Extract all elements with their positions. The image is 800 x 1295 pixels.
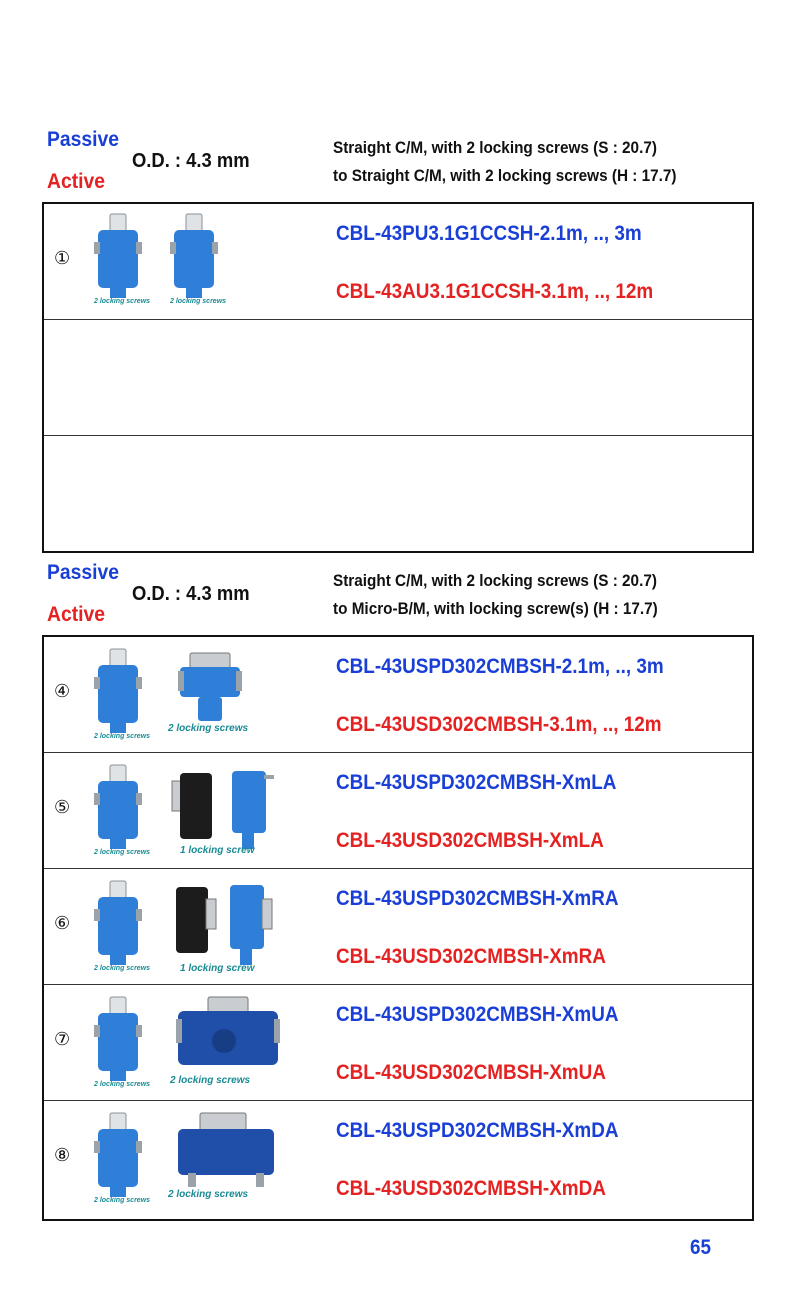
row-number: ⑥ [54,913,71,934]
table-row [44,637,752,753]
section2-header [0,561,800,631]
connector-images [94,1109,314,1209]
description-line-2: to Straight C/M, with 2 locking screws (H : 17.7) [333,166,677,185]
caption-right: 2 locking screws [170,298,227,305]
connector-images [94,993,314,1093]
passive-part-number: CBL-43USPD302CMBSH-XmLA [336,771,617,794]
caption-left: 2 locking screws [94,733,151,740]
connector-images [94,212,314,312]
passive-label: Passive [47,561,119,584]
cable-description [333,134,676,190]
active-part-number: CBL-43AU3.1G1CCSH-3.1m, .., 12m [336,280,654,303]
active-part-number: CBL-43USD302CMBSH-3.1m, .., 12m [336,713,662,736]
cable-table-1 [42,202,754,553]
caption-left: 2 locking screws [94,965,151,972]
caption-right: 2 locking screws [168,723,249,734]
connector-images [94,877,314,977]
caption-right: 2 locking screws [170,1075,251,1086]
cable-table-2 [42,635,754,1221]
section1-header [0,128,800,198]
active-label: Active [47,603,105,626]
page-number: 65 [690,1236,712,1259]
row-number: ⑦ [54,1029,71,1050]
description-line-1: Straight C/M, with 2 locking screws (S : 20.7) [333,138,657,157]
table-row [44,869,752,985]
active-part-number: CBL-43USD302CMBSH-XmUA [336,1061,606,1084]
row-number: ④ [54,681,71,702]
active-part-number: CBL-43USD302CMBSH-XmDA [336,1177,606,1200]
caption-right: 2 locking screws [168,1189,249,1200]
passive-part-number: CBL-43PU3.1G1CCSH-2.1m, .., 3m [336,222,642,245]
table-row [44,753,752,869]
active-part-number: CBL-43USD302CMBSH-XmLA [336,829,604,852]
caption-right: 1 locking screw [180,963,255,974]
caption-left: 2 locking screws [94,1081,151,1088]
passive-part-number: CBL-43USPD302CMBSH-XmUA [336,1003,619,1026]
od-label: O.D. : 4.3 mm [132,583,250,605]
connector-images [94,761,314,861]
row-number: ⑧ [54,1145,71,1166]
table-row-empty [44,436,752,552]
description-line-1: Straight C/M, with 2 locking screws (S : 20.7) [333,571,657,590]
passive-part-number: CBL-43USPD302CMBSH-2.1m, .., 3m [336,655,664,678]
passive-label: Passive [47,128,119,151]
micro-b-right-angle-connector-icon [94,877,314,977]
table-row [44,204,752,320]
table-row [44,985,752,1101]
caption-left: 2 locking screws [94,298,151,305]
caption-left: 2 locking screws [94,849,151,856]
caption-left: 2 locking screws [94,1197,151,1204]
cable-description [333,567,658,623]
od-label: O.D. : 4.3 mm [132,150,250,172]
active-label: Active [47,170,105,193]
table-row-empty [44,320,752,436]
connector-images [94,645,314,745]
caption-right: 1 locking screw [180,845,255,856]
passive-part-number: CBL-43USPD302CMBSH-XmDA [336,1119,619,1142]
row-number: ① [54,248,71,269]
table-row [44,1101,752,1217]
description-line-2: to Micro-B/M, with locking screw(s) (H : 17.7) [333,599,658,618]
active-part-number: CBL-43USD302CMBSH-XmRA [336,945,606,968]
straight-c-connector-icon [94,212,314,312]
passive-part-number: CBL-43USPD302CMBSH-XmRA [336,887,619,910]
row-number: ⑤ [54,797,71,818]
